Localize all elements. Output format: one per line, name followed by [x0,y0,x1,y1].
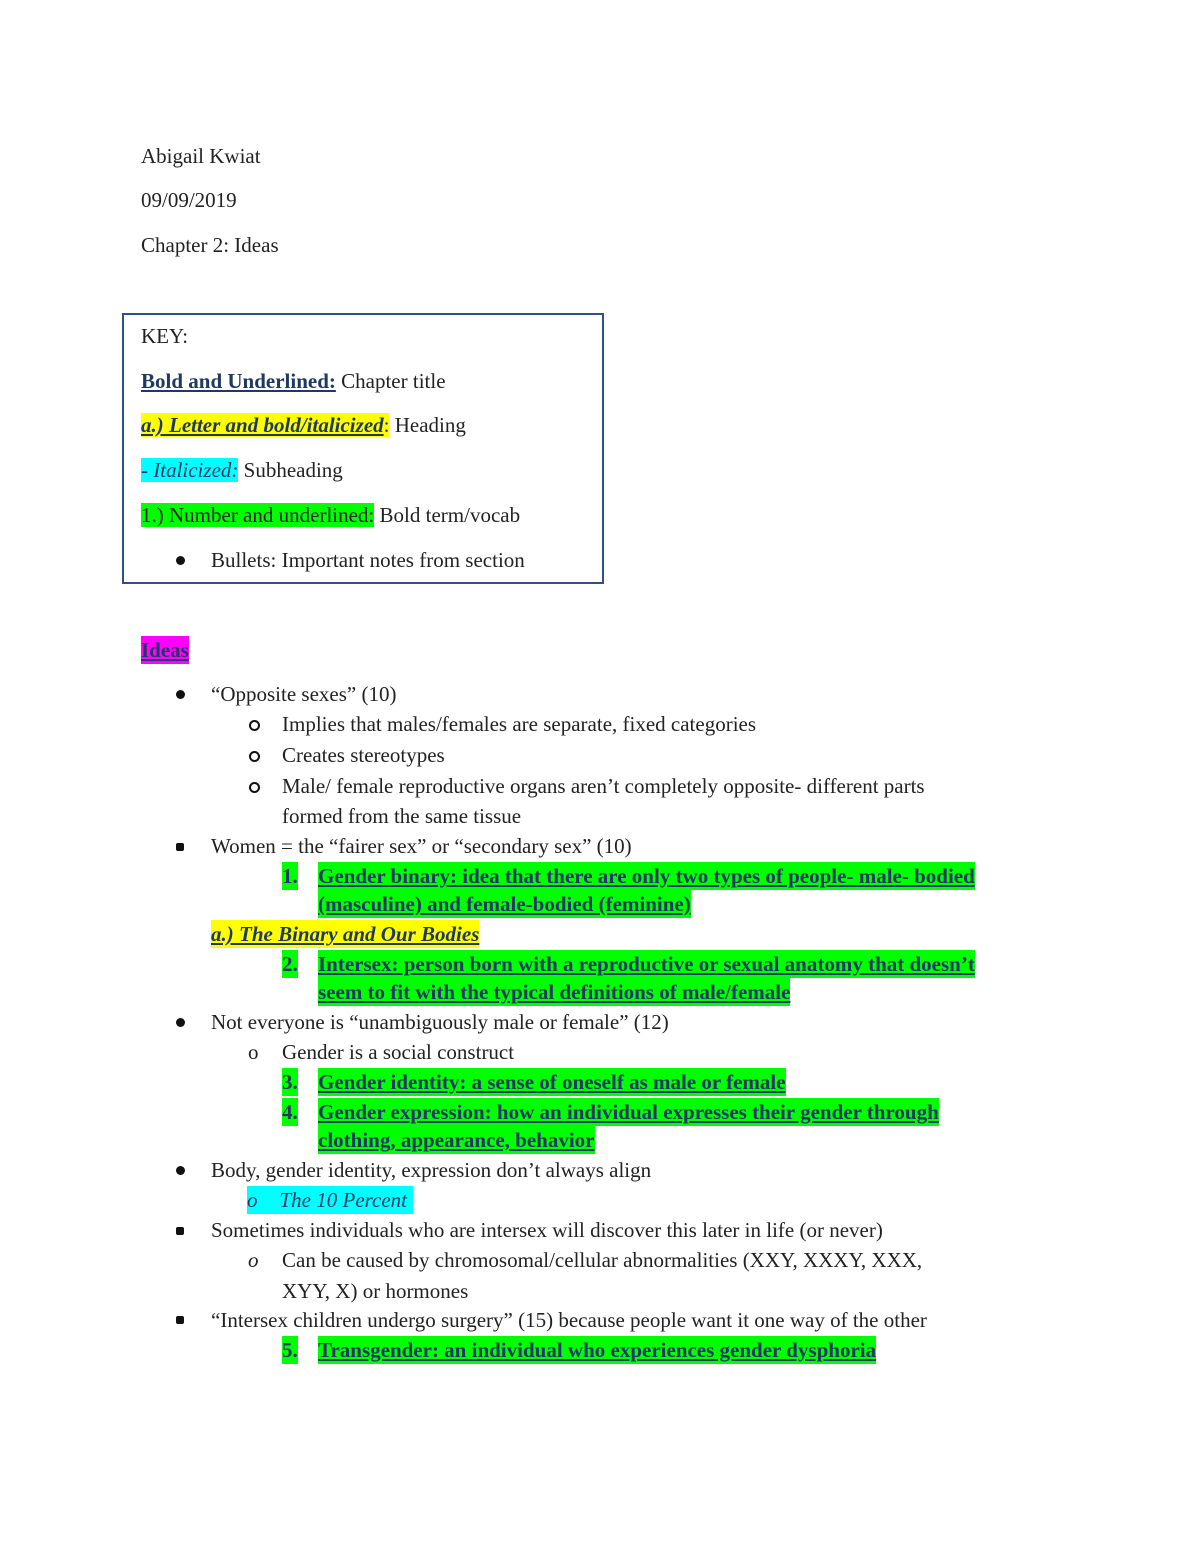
key-heading-colon: : [383,413,390,437]
list-item: Sometimes individuals who are intersex will discover this later in life (or never) [211,1218,883,1242]
key-heading-desc: Heading [389,413,466,437]
list-item: “Intersex children undergo surgery” (15) because people want it one way of the other [211,1308,927,1332]
document-date: 09/09/2019 [141,188,237,212]
term-definition-continuation: (masculine) and female-bodied (feminine) [318,892,691,916]
term-number: 1. [282,864,298,888]
section-heading: a.) The Binary and Our Bodies [211,922,480,946]
key-heading-style: a.) Letter and bold/italicized [141,413,384,437]
key-label: KEY: [141,324,189,348]
key-term-style: 1.) Number and underlined: [141,503,375,527]
list-item-continuation: formed from the same tissue [282,804,522,828]
term-definition: Transgender: an individual who experiences gender dysphoria [318,1338,877,1362]
bullet-icon [176,556,185,565]
list-item: Implies that males/females are separate, fixed categories [282,712,757,736]
list-item: Male/ female reproductive organs aren’t completely opposite- different parts [282,774,925,798]
list-item: Not everyone is “unambiguously male or female” (12) [211,1010,669,1034]
list-item: “Opposite sexes” (10) [211,682,397,706]
term-definition: Gender expression: how an individual expresses their gender through [318,1100,939,1124]
term-definition-continuation: clothing, appearance, behavior [318,1128,595,1152]
key-term-row [141,501,520,529]
term-definition-continuation: seem to fit with the typical definitions of male/female [318,980,791,1004]
term-number: 5. [282,1338,298,1362]
term-definition: Gender binary: idea that there are only two types of people- male- bodied [318,864,975,888]
author-name: Abigail Kwiat [141,144,261,168]
bullet-icon [176,1227,184,1235]
key-heading-row [141,411,466,439]
list-item: Gender is a social construct [282,1040,515,1064]
subheading: The 10 Percent [279,1188,408,1212]
circle-bullet-icon [249,751,260,762]
circle-bullet-icon [249,782,260,793]
term-definition: Intersex: person born with a reproductive or sexual anatomy that doesn’t [318,952,975,976]
letter-o-bullet: o [248,1040,259,1064]
bullet-icon [176,1316,184,1324]
key-chapter-row [141,367,446,395]
list-item: Women = the “fairer sex” or “secondary sex” (10) [211,834,632,858]
list-item: Can be caused by chromosomal/cellular abnormalities (XXY, XXXY, XXX, [282,1248,923,1272]
term-definition: Gender identity: a sense of oneself as male or female [318,1070,786,1094]
letter-o-bullet: o [248,1248,259,1272]
key-subheading-style: - Italicized: [141,458,239,482]
section-title: Ideas [141,638,189,662]
key-term-desc: Bold term/vocab [374,503,521,527]
term-number: 3. [282,1070,298,1094]
document-title: Chapter 2: Ideas [141,233,279,257]
bullet-icon [176,1018,185,1027]
subheading-row [247,1186,413,1214]
term-number: 4. [282,1100,298,1124]
list-item: Creates stereotypes [282,743,445,767]
bullet-icon [176,1166,185,1175]
bullet-icon [176,690,185,699]
circle-bullet-icon [249,720,260,731]
key-subheading-desc: Subheading [238,458,343,482]
key-chapter-style: Bold and Underlined: [141,369,336,393]
key-bullet-desc: Bullets: Important notes from section [211,548,525,572]
subheading-marker: o [247,1188,258,1212]
list-item: Body, gender identity, expression don’t always align [211,1158,652,1182]
key-subheading-row [141,456,343,484]
key-chapter-desc: Chapter title [335,369,446,393]
key-box [122,313,604,584]
list-item-continuation: XYY, X) or hormones [282,1279,469,1303]
bullet-icon [176,843,184,851]
term-number: 2. [282,952,298,976]
